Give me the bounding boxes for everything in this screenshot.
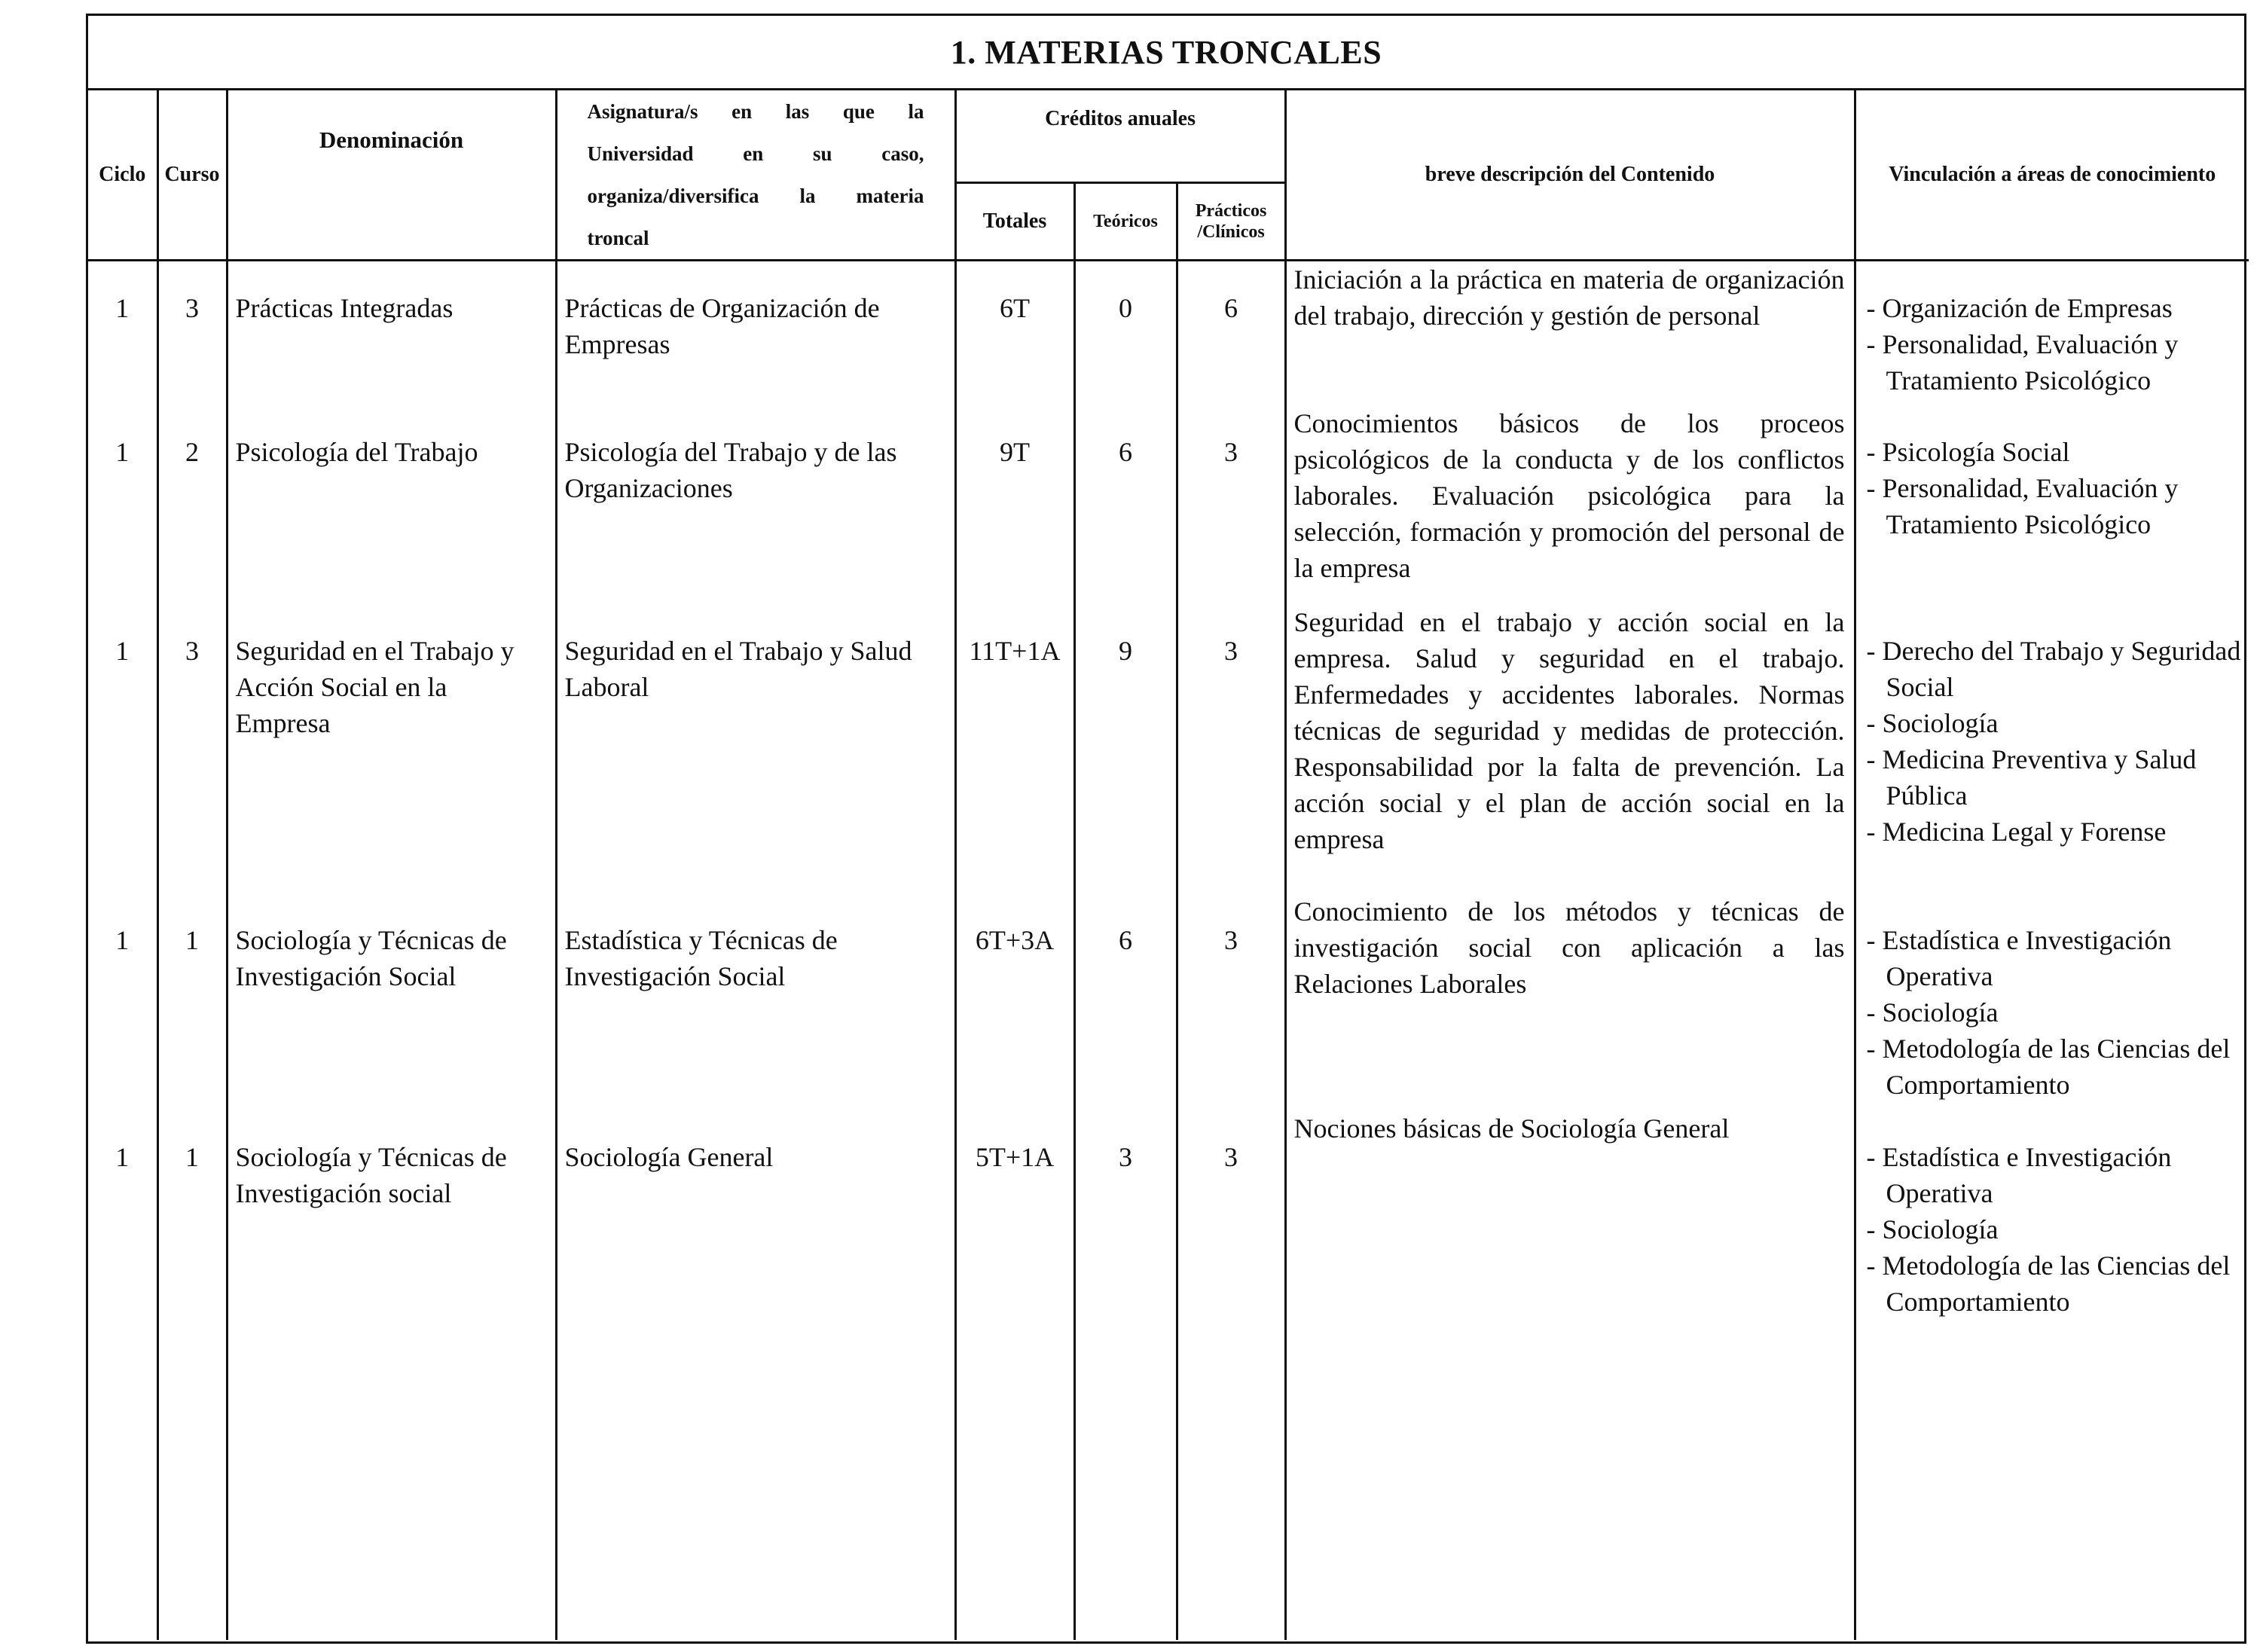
cell-denominacion: Sociología y Técnicas de Investigación social: [227, 1110, 556, 1640]
cell-asignatura: Estadística y Técnicas de Investigación Social: [556, 893, 955, 1110]
table-row: [88, 604, 2249, 893]
vinculacion-item: - Estadística e Investigación Operativa: [1866, 924, 2172, 991]
cell-ciclo: 1: [115, 293, 130, 323]
header-asignatura: [556, 90, 955, 261]
cell-vinculacion: [1855, 893, 2249, 1110]
header-asignatura-line: troncal: [587, 227, 649, 249]
cell-ciclo: 1: [115, 924, 130, 955]
cell-practicos: 3: [1177, 405, 1285, 604]
vinculacion-item: - Sociología: [1866, 707, 1999, 738]
vinculacion-item: - Medicina Legal y Forense: [1866, 816, 2167, 847]
vinculacion-item: - Metodología de las Ciencias del Comportamiento: [1866, 1033, 2231, 1100]
header-denominacion: Denominación: [227, 90, 556, 261]
cell-teoricos: 0: [1074, 261, 1177, 405]
table-row: [88, 261, 2249, 405]
materias-table: [88, 90, 2249, 1640]
cell-practicos: 3: [1177, 1110, 1285, 1640]
cell-ciclo: 1: [115, 1141, 130, 1172]
table-row: [88, 893, 2249, 1110]
cell-totales: 9T: [955, 405, 1074, 604]
cell-curso: 3: [157, 604, 227, 893]
cell-denominacion: Psicología del Trabajo: [227, 405, 556, 604]
vinculacion-item: - Metodología de las Ciencias del Comportamiento: [1866, 1250, 2231, 1317]
cell-asignatura: Psicología del Trabajo y de las Organizaciones: [556, 405, 955, 604]
header-practicos: Prácticos /Clínicos: [1177, 182, 1285, 260]
document-page: [86, 14, 2246, 1644]
cell-curso: 1: [157, 1110, 227, 1640]
cell-teoricos: 6: [1074, 405, 1177, 604]
vinculacion-item: - Sociología: [1866, 997, 1999, 1028]
table-body: [88, 261, 2249, 1640]
cell-vinculacion: [1855, 604, 2249, 893]
vinculacion-item: - Estadística e Investigación Operativa: [1866, 1141, 2172, 1208]
cell-asignatura: Prácticas de Organización de Empresas: [556, 261, 955, 405]
header-totales: Totales: [955, 182, 1074, 260]
cell-practicos: 3: [1177, 893, 1285, 1110]
vinculacion-item: - Derecho del Trabajo y Seguridad Social: [1866, 635, 2241, 702]
cell-curso: 1: [157, 893, 227, 1110]
header-teoricos: Teóricos: [1074, 182, 1177, 260]
cell-vinculacion: [1855, 405, 2249, 604]
cell-vinculacion: [1855, 261, 2249, 405]
vinculacion-item: - Psicología Social: [1866, 436, 2070, 467]
header-vinculacion: Vinculación a áreas de conocimiento: [1855, 90, 2249, 261]
cell-totales: 5T+1A: [955, 1110, 1074, 1640]
cell-denominacion: Prácticas Integradas: [227, 261, 556, 405]
cell-asignatura: Seguridad en el Trabajo y Salud Laboral: [556, 604, 955, 893]
cell-descripcion: Seguridad en el trabajo y acción social en la empresa. Salud y seguridad en el trabajo. Enfermedades y accidentes laborales. Normas técnicas de seguridad y medidas de protección. Responsabilidad por la falta de prevención. La acción social y el plan de acción social en la empresa: [1285, 604, 1855, 893]
cell-denominacion: Seguridad en el Trabajo y Acción Social en la Empresa: [227, 604, 556, 893]
cell-totales: 6T: [955, 261, 1074, 405]
cell-descripcion: Iniciación a la práctica en materia de organización del trabajo, dirección y gestión de personal: [1285, 261, 1855, 405]
cell-curso: 2: [157, 405, 227, 604]
cell-totales: 6T+3A: [955, 893, 1074, 1110]
header-curso: Curso: [157, 90, 227, 261]
cell-descripcion: Conocimiento de los métodos y técnicas de investigación social con aplicación a las Relaciones Laborales: [1285, 893, 1855, 1110]
header-ciclo: Ciclo: [88, 90, 157, 261]
vinculacion-item: - Organización de Empresas: [1866, 293, 2173, 323]
cell-ciclo: 1: [115, 436, 130, 467]
table-header: [88, 90, 2249, 261]
table-row: [88, 405, 2249, 604]
cell-asignatura: Sociología General: [556, 1110, 955, 1640]
cell-practicos: 6: [1177, 261, 1285, 405]
cell-teoricos: 9: [1074, 604, 1177, 893]
page-title: 1. MATERIAS TRONCALES: [88, 16, 2244, 90]
cell-vinculacion: [1855, 1110, 2249, 1640]
header-creditos: Créditos anuales: [955, 90, 1285, 182]
cell-descripcion: Conocimientos básicos de los proceos psicológicos de la conducta y de los conflictos laborales. Evaluación psicológica para la selección, formación y promoción del personal de la empresa: [1285, 405, 1855, 604]
header-asignatura-line: organiza/diversifica la materia: [587, 185, 924, 207]
cell-teoricos: 6: [1074, 893, 1177, 1110]
header-asignatura-line: Universidad en su caso,: [587, 142, 924, 165]
cell-curso: 3: [157, 261, 227, 405]
vinculacion-item: - Medicina Preventiva y Salud Pública: [1866, 744, 2197, 811]
cell-ciclo: 1: [115, 635, 130, 666]
cell-practicos: 3: [1177, 604, 1285, 893]
cell-descripcion: Nociones básicas de Sociología General: [1285, 1110, 1855, 1640]
cell-teoricos: 3: [1074, 1110, 1177, 1640]
vinculacion-item: - Personalidad, Evaluación y Tratamiento Psicológico: [1866, 472, 2179, 539]
cell-totales: 11T+1A: [955, 604, 1074, 893]
table-row: [88, 1110, 2249, 1640]
header-descripcion: breve descripción del Contenido: [1285, 90, 1855, 261]
cell-denominacion: Sociología y Técnicas de Investigación Social: [227, 893, 556, 1110]
header-asignatura-line: Asignatura/s en las que la: [587, 100, 924, 123]
vinculacion-item: - Personalidad, Evaluación y Tratamiento Psicológico: [1866, 329, 2179, 395]
vinculacion-item: - Sociología: [1866, 1214, 1999, 1244]
